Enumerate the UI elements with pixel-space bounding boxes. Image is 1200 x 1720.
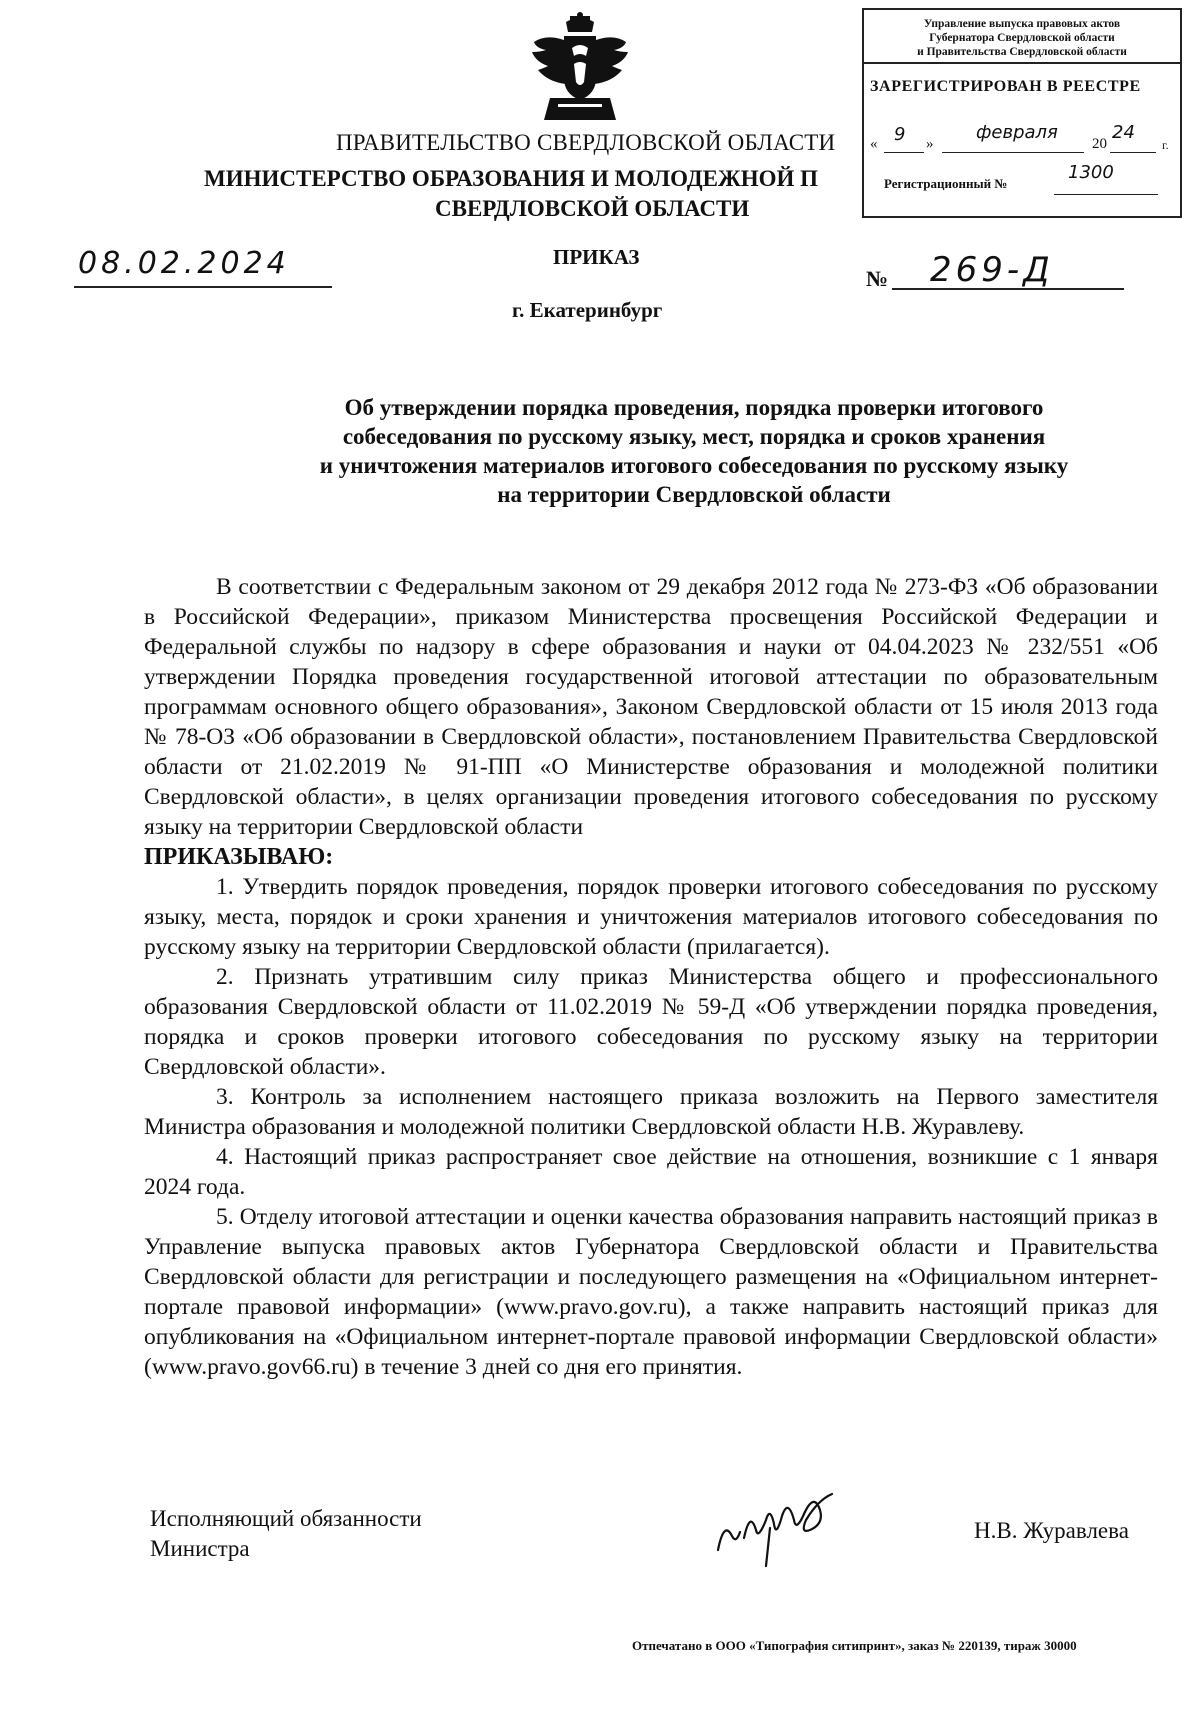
document-body [144, 572, 1158, 1382]
order-item-1: 1. Утвердить порядок проведения, порядок проверки итогового собеседования по русскому языку, места, порядок и сроки хранения и уничтожения материалов итогового собеседования по русскому языку на территории Свердловской области (прилагается). [144, 874, 1158, 960]
order-date-line [74, 286, 332, 288]
coat-of-arms-emblem [528, 12, 632, 124]
stamp-office [864, 10, 1180, 64]
order-city: г. Екатеринбург [512, 298, 663, 322]
order-number-line [892, 288, 1124, 290]
signatory-position [150, 1504, 422, 1564]
order-item-5: 5. Отделу итоговой аттестации и оценки качества образования направить настоящий приказ в Управление выпуска правовых актов Губернатора Свердловской области и Правительства Свердловской области для регистрации и последующего размещения на «Официальном интернет-портале правовой информации» (www.pravo.gov.ru), а также направить настоящий приказ для опубликования на «Официальном интернет-портале правовой информации Свердловской области» (www.pravo.gov66.ru) в течение 3 дней со дня его принятия. [144, 1204, 1158, 1380]
stamp-date [870, 122, 1174, 152]
stamp-office-line2: Губернатора Свердловской области [929, 32, 1115, 44]
decree-word: ПРИКАЗЫВАЮ: [144, 844, 334, 870]
handwritten-signature [710, 1480, 860, 1570]
title-line1: Об утверждении порядка проведения, порядка проверки итогового [344, 395, 1044, 420]
stamp-quote-open: « [870, 136, 878, 152]
stamp-number-label: Регистрационный № [884, 176, 1008, 191]
stamp-quote-close: » [926, 136, 934, 152]
stamp-office-line1: Управление выпуска правовых актов [923, 18, 1121, 30]
order-number-sign: № [866, 266, 889, 291]
stamp-day: 9 [894, 124, 906, 145]
preamble-paragraph: В соответствии с Федеральным законом от 29 декабря 2012 года № 273-ФЗ «Об образовании в Российской Федерации», приказом Министерства просвещения Российской Федерации и Федеральной службы по надзору в сфере образования и науки от 04.04.2023 № 232/551 «Об утверждении Порядка проведения государственной итоговой аттестации по образовательным программам основного общего образования», Законом Свердловской области от 15 июля 2013 года № 78-ОЗ «Об образовании в Свердловской области», постановлением Правительства Свердловской области от 21.02.2019 № 91-ПП «О Министерстве образования и молодежной политики Свердловской области», в целях организации проведения итогового собеседования по русскому языку на территории Свердловской области [144, 574, 1158, 840]
order-item-4: 4. Настоящий приказ распространяет свое действие на отношения, возникшие с 1 января 2024 года. [144, 1144, 1158, 1200]
order-type: ПРИКАЗ [553, 245, 640, 269]
print-footer: Отпечатано в ООО «Типография ситипринт», заказ № 220139, тираж 30000 [632, 1638, 1077, 1653]
order-date: 08.02.2024 [78, 246, 290, 281]
ministry-name-line1: МИНИСТЕРСТВО ОБРАЗОВАНИЯ И МОЛОДЕЖНОЙ П [204, 166, 819, 191]
order-item-2: 2. Признать утратившим силу приказ Министерства общего и профессионального образования Свердловской области от 11.02.2019 № 59-Д «Об утверждении порядка проведения, порядка и сроков проверки итогового собеседования по русскому языку на территории Свердловской области». [144, 964, 1158, 1080]
signatory-position-line2: Министра [150, 1536, 250, 1561]
order-item-3: 3. Контроль за исполнением настоящего приказа возложить на Первого заместителя Министра образования и молодежной политики Свердловской области Н.В. Журавлеву. [144, 1084, 1158, 1140]
title-line2: собеседования по русскому языку, мест, порядка и сроков хранения [342, 424, 1046, 449]
title-line4: на территории Свердловской области [497, 482, 891, 507]
signatory-position-line1: Исполняющий обязанности [150, 1506, 422, 1531]
stamp-day-line [884, 152, 924, 153]
stamp-year-line [1110, 152, 1156, 153]
stamp-month: февраля [976, 122, 1058, 143]
ministry-name-line2: СВЕРДЛОВСКОЙ ОБЛАСТИ [435, 196, 750, 221]
government-name: ПРАВИТЕЛЬСТВО СВЕРДЛОВСКОЙ ОБЛАСТИ [336, 130, 836, 155]
stamp-year-prefix: 20 [1092, 136, 1107, 152]
title-line3: и уничтожения материалов итогового собеседования по русскому языку [319, 453, 1069, 478]
stamp-year-abbr: г. [1162, 138, 1169, 152]
stamp-number: 1300 [1068, 162, 1114, 183]
stamp-number-line [1054, 194, 1158, 195]
stamp-office-line3: и Правительства Свердловской области [917, 46, 1127, 58]
document-title [258, 393, 1130, 509]
stamp-status: ЗАРЕГИСТРИРОВАН В РЕЕСТРЕ [870, 78, 1141, 95]
order-number: 269-Д [930, 250, 1054, 290]
stamp-month-line [942, 152, 1084, 153]
stamp-year-suffix: 24 [1112, 122, 1135, 143]
signatory-name: Н.В. Журавлева [974, 1518, 1129, 1543]
registration-stamp [862, 8, 1182, 218]
